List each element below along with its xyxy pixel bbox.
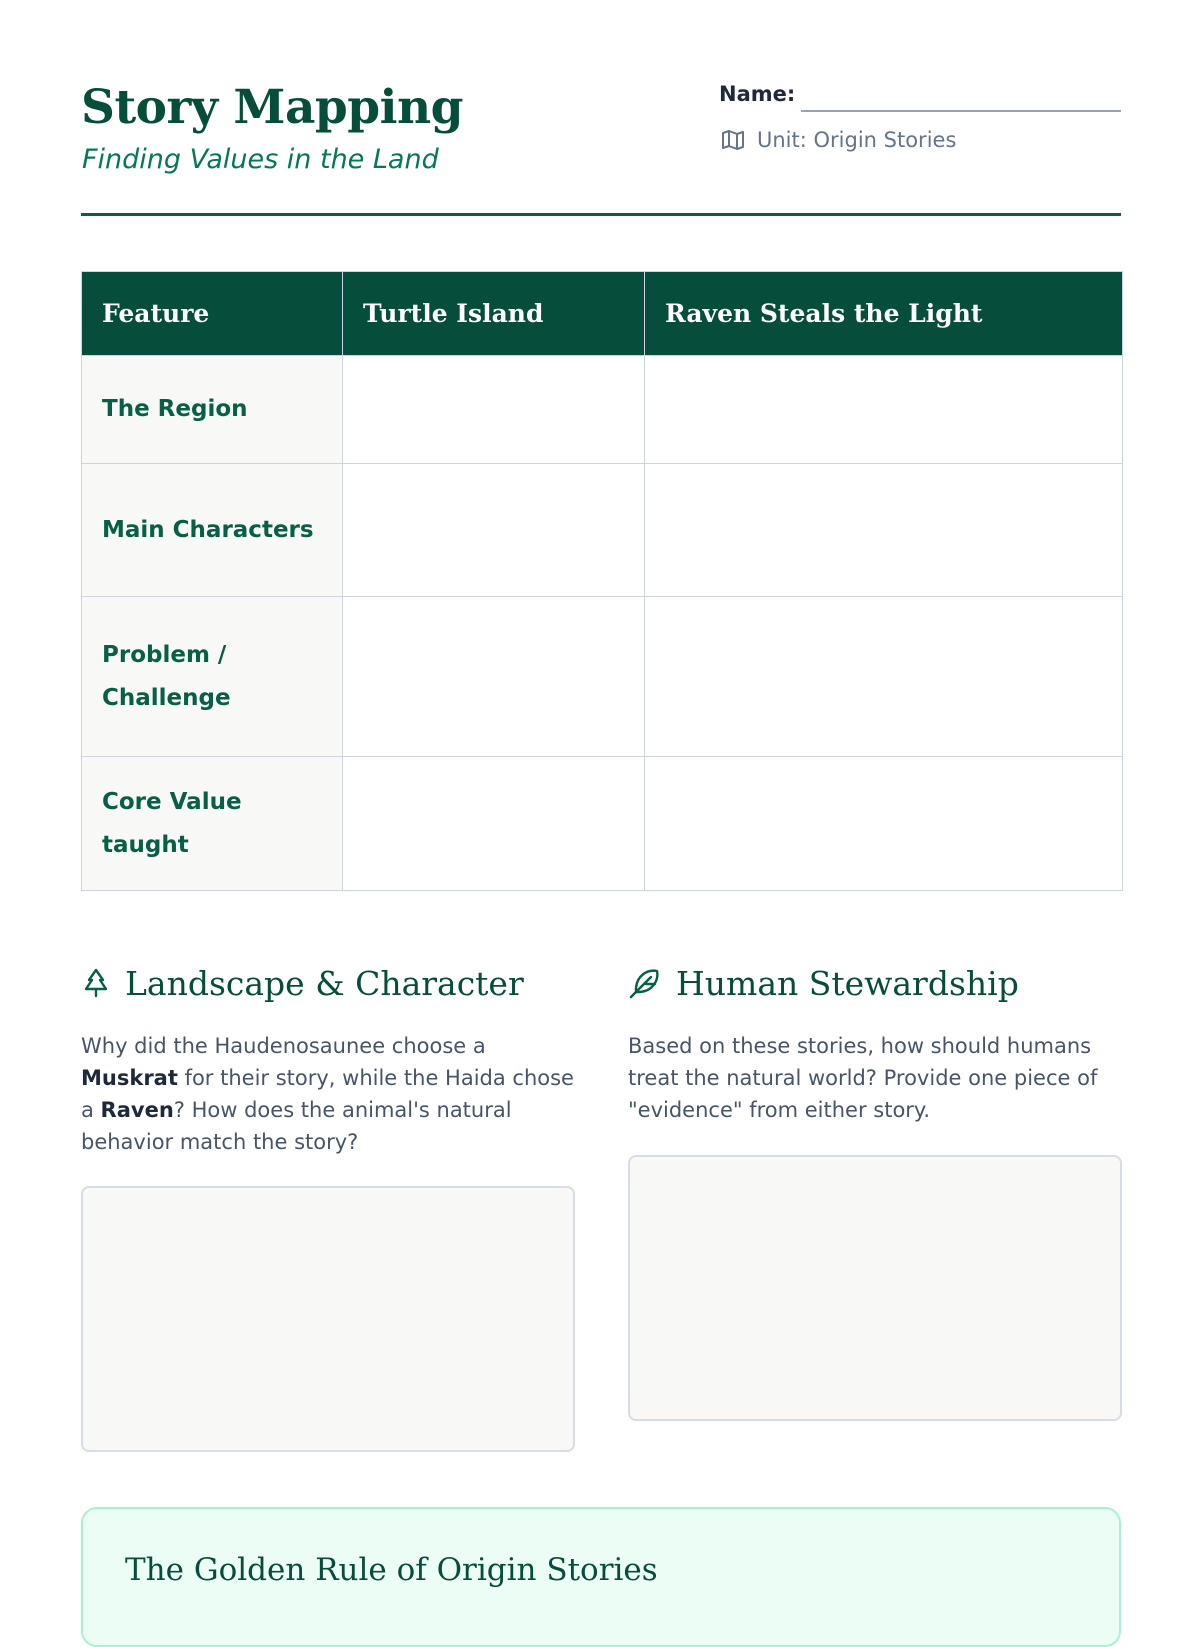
landscape-prompt (81, 1030, 575, 1158)
row-label-region: The Region (82, 356, 343, 464)
page-subtitle: Finding Values in the Land (82, 144, 439, 175)
answer-cell[interactable] (645, 464, 1123, 597)
golden-rule-title: The Golden Rule of Origin Stories (125, 1552, 658, 1588)
answer-cell[interactable] (343, 757, 645, 891)
landscape-title: Landscape & Character (125, 963, 524, 1003)
stewardship-prompt: Based on these stories, how should humans treat the natural world? Provide one piece of "evidence" from either story. (628, 1034, 1098, 1122)
answer-cell[interactable] (645, 597, 1123, 757)
answer-cell[interactable] (343, 356, 645, 464)
page-title: Story Mapping (81, 80, 464, 135)
prompt-text: Why did the Haudenosaunee choose a (81, 1034, 486, 1058)
column-header-feature: Feature (82, 272, 343, 356)
map-icon (721, 128, 745, 152)
answer-cell[interactable] (343, 464, 645, 597)
unit-label: Unit: Origin Stories (757, 128, 957, 152)
golden-rule-callout (81, 1507, 1121, 1647)
stewardship-title: Human Stewardship (676, 963, 1019, 1003)
stewardship-section (628, 958, 1122, 1126)
prompt-emphasis-raven: Raven (100, 1098, 174, 1122)
table-row (82, 597, 1123, 757)
prompt-emphasis-muskrat: Muskrat (81, 1066, 178, 1090)
table-header-row (82, 272, 1123, 356)
row-label-core-value: Core Value taught (82, 757, 343, 891)
row-label-problem: Problem / Challenge (82, 597, 343, 757)
table-row (82, 356, 1123, 464)
header-divider (81, 213, 1121, 216)
worksheet-page (81, 0, 1121, 1600)
stewardship-answer-box[interactable] (628, 1155, 1122, 1421)
answer-cell[interactable] (645, 356, 1123, 464)
row-label-characters: Main Characters (82, 464, 343, 597)
answer-cell[interactable] (343, 597, 645, 757)
feather-icon (628, 966, 662, 1000)
landscape-heading (81, 958, 575, 1008)
name-label: Name: (719, 82, 796, 106)
answer-cell[interactable] (645, 757, 1123, 891)
table-row (82, 757, 1123, 891)
story-map-table (81, 271, 1123, 891)
unit-info (721, 128, 956, 152)
name-field-line[interactable] (801, 110, 1121, 112)
tree-icon (81, 967, 111, 999)
column-header-raven: Raven Steals the Light (645, 272, 1123, 356)
prompt-text: ? How does the animal's natural behavior match the story? (81, 1098, 512, 1154)
prompt-text: for their story, while the Haida chose a (81, 1066, 574, 1122)
landscape-answer-box[interactable] (81, 1186, 575, 1452)
table-row (82, 464, 1123, 597)
column-header-turtle-island: Turtle Island (343, 272, 645, 356)
landscape-section (81, 958, 575, 1158)
stewardship-heading (628, 958, 1122, 1008)
